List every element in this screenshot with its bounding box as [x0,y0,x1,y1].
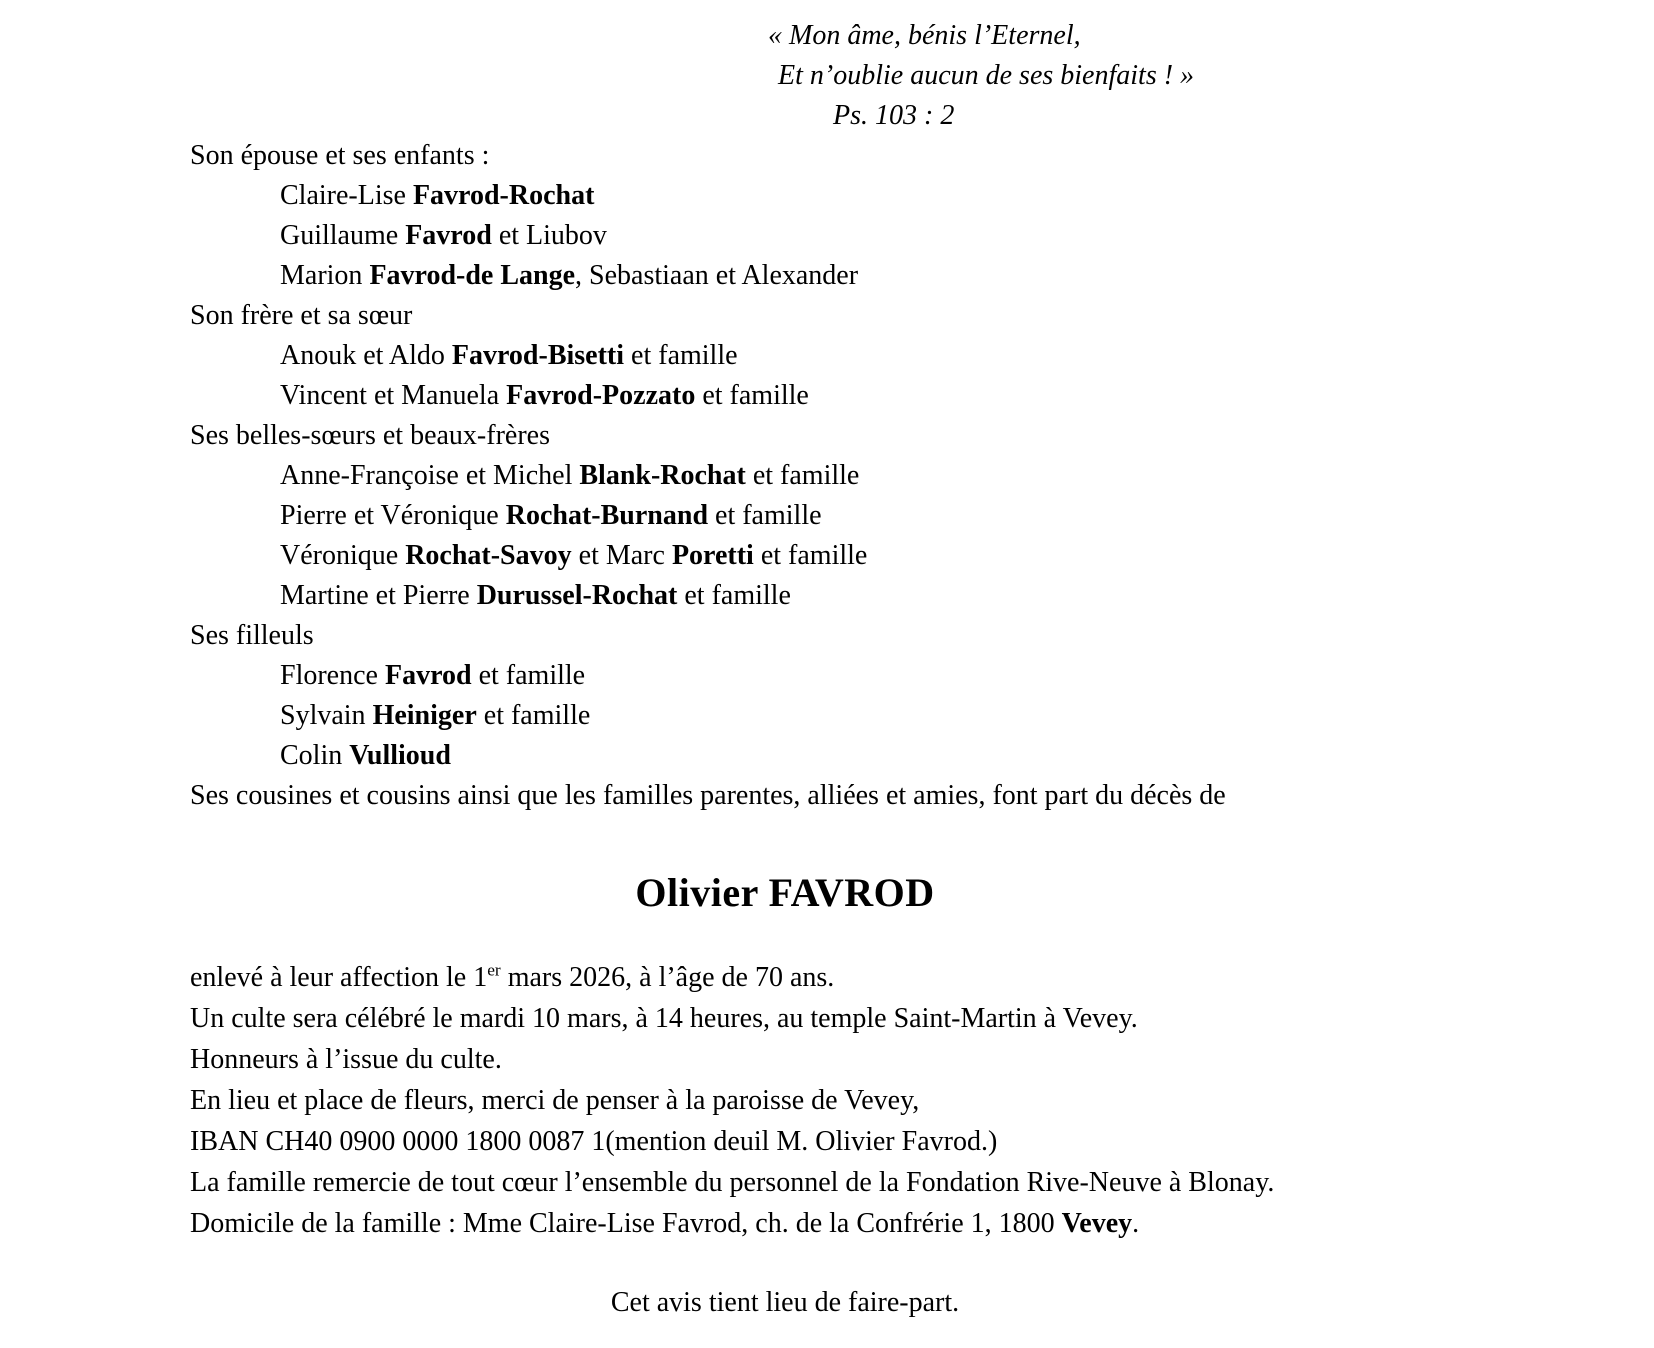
text-segment: IBAN CH40 0900 0000 1800 0087 1(mention deuil M. Olivier Favrod.) [190,1126,998,1157]
family-line [190,296,1380,336]
family-line [190,496,1380,536]
text-segment: Sylvain [280,700,373,731]
bold-name-segment: Durussel-Rochat [476,580,678,611]
epigraph-line-2: Et n’oublie aucun de ses bienfaits ! » [778,60,1195,91]
detail-line [190,1121,1380,1162]
text-segment: Ses cousines et cousins ainsi que les familles parentes, alliées et amies, font part du décès de [190,780,1226,811]
family-line [190,616,1380,656]
text-segment: Ses belles-sœurs et beaux-frères [190,420,550,451]
bold-name-segment: Rochat-Savoy [405,540,572,571]
bold-name-segment: Favrod [405,220,492,251]
family-line [190,536,1380,576]
epigraph [190,16,1380,136]
text-segment: Anne-Françoise et Michel [280,460,580,491]
detail-line [190,957,1380,998]
text-segment: et famille [695,380,809,411]
text-segment: mars 2026, à l’âge de 70 ans. [500,962,835,993]
text-segment: et famille [745,460,860,491]
text-segment: et famille [753,540,868,571]
funeral-details [190,957,1380,1244]
text-segment: Vincent et Manuela [280,380,507,411]
family-line [190,216,1380,256]
detail-line [190,1039,1380,1080]
text-segment: , Sebastiaan et Alexander [575,260,859,291]
text-segment: et famille [708,500,822,531]
detail-line [190,1162,1380,1203]
detail-line [190,1203,1380,1244]
bold-name-segment: Poretti [671,540,754,571]
epigraph-line-1: « Mon âme, bénis l’Eternel, [768,20,1081,51]
family-line [190,456,1380,496]
text-segment: enlevé à leur affection le 1 [190,962,488,993]
family-line [190,416,1380,456]
bold-name-segment: Favrod-Bisetti [451,340,625,371]
text-segment: Florence [280,660,385,691]
bold-name-segment: Blank-Rochat [579,460,746,491]
family-line [190,336,1380,376]
text-segment: Pierre et Véronique [280,500,506,531]
text-segment: et Marc [571,540,672,571]
family-line [190,576,1380,616]
text-segment: Marion [280,260,370,291]
family-line [190,776,1380,816]
bold-name-segment: Favrod-de Lange [369,260,576,291]
text-segment: et famille [476,700,591,731]
text-segment: et famille [471,660,586,691]
text-segment: Ses filleuls [190,620,314,651]
text-segment: Martine et Pierre [280,580,477,611]
bold-name-segment: Favrod [384,660,472,691]
bold-name-segment: Vullioud [349,740,451,771]
bold-name-segment: Favrod-Pozzato [506,380,696,411]
text-segment: et famille [677,580,791,611]
footer-note: Cet avis tient lieu de faire-part. [610,1287,960,1318]
text-segment: Guillaume [280,220,406,251]
bold-name-segment: Favrod-Rochat [412,180,595,211]
family-line [190,136,1380,176]
text-segment: . [1132,1208,1140,1239]
text-segment: Claire-Lise [280,180,413,211]
ordinal-superscript: er [487,960,501,980]
text-segment: La famille remercie de tout cœur l’ensemble du personnel de la Fondation Rive-Neuve à Blonay. [190,1167,1275,1198]
family-list [190,136,1380,816]
bold-name-segment: Heiniger [372,700,477,731]
family-line [190,176,1380,216]
text-segment: Anouk et Aldo [280,340,452,371]
family-line [190,656,1380,696]
text-segment: Son frère et sa sœur [190,300,413,331]
text-segment: Honneurs à l’issue du culte. [190,1044,502,1075]
detail-line [190,998,1380,1039]
bold-name-segment: Vevey [1061,1208,1133,1239]
bold-name-segment: Rochat-Burnand [505,500,709,531]
text-segment: Son épouse et ses enfants : [190,140,490,171]
text-segment: Véronique [280,540,406,571]
epigraph-reference: Ps. 103 : 2 [833,100,955,131]
text-segment: Colin [280,740,350,771]
detail-line [190,1080,1380,1121]
family-line [190,376,1380,416]
text-segment: En lieu et place de fleurs, merci de penser à la paroisse de Vevey, [190,1085,920,1116]
deceased-name: Olivier FAVROD [635,870,935,915]
text-segment: et famille [624,340,738,371]
family-line [190,696,1380,736]
text-segment: et Liubov [491,220,607,251]
family-line [190,256,1380,296]
text-segment: Domicile de la famille : Mme Claire-Lise Favrod, ch. de la Confrérie 1, 1800 [190,1208,1062,1239]
text-segment: Un culte sera célébré le mardi 10 mars, à 14 heures, au temple Saint-Martin à Vevey. [190,1003,1138,1034]
family-line [190,736,1380,776]
